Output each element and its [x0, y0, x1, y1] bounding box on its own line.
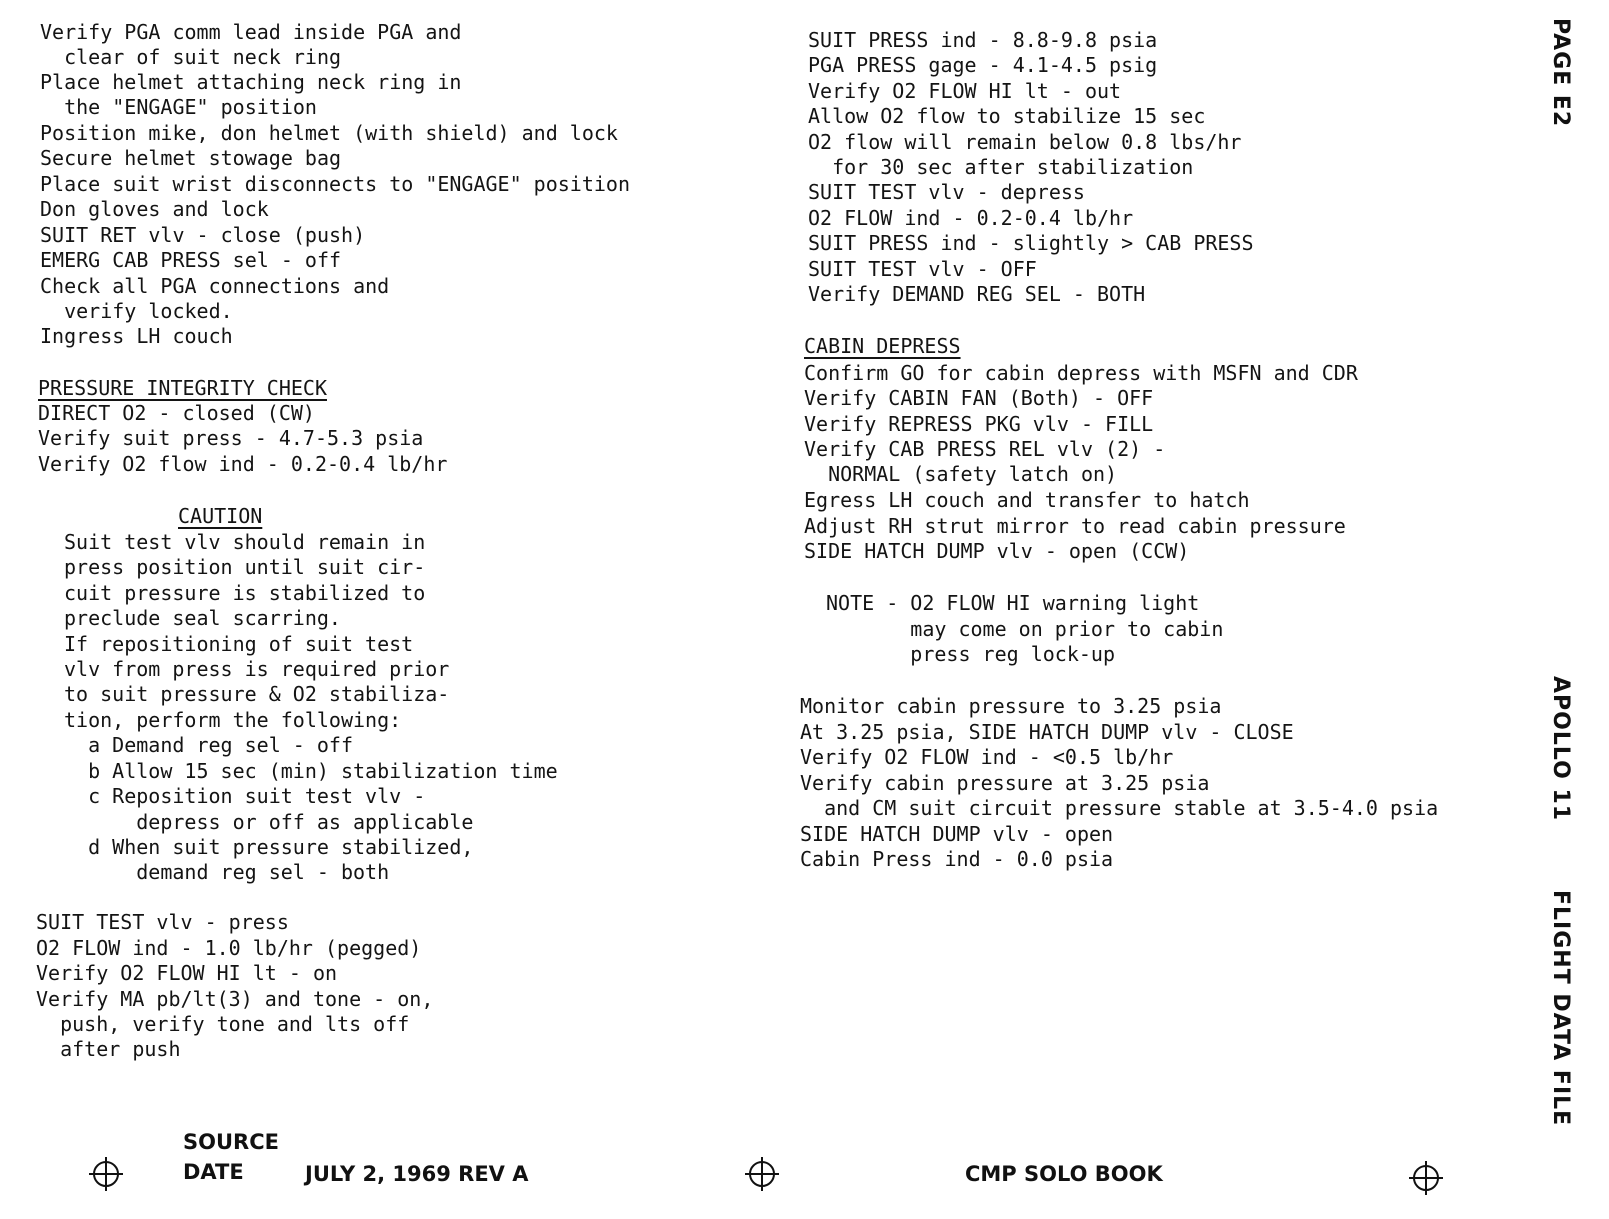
procedure-line: Verify MA pb/lt(3) and tone - on,	[36, 987, 434, 1011]
procedure-line: O2 FLOW ind - 0.2-0.4 lb/hr	[808, 206, 1134, 230]
registration-mark-icon	[1408, 1160, 1444, 1196]
procedure-line: for 30 sec after stabilization	[808, 155, 1194, 179]
caution-line: press position until suit cir-	[64, 555, 426, 579]
cabin-depress-heading: CABIN DEPRESS	[804, 334, 961, 358]
procedure-line: SUIT TEST vlv - depress	[808, 180, 1085, 204]
pressure-integrity-heading: PRESSURE INTEGRITY CHECK	[38, 376, 327, 400]
procedure-line: Place helmet attaching neck ring in	[40, 70, 462, 94]
procedure-line: SUIT RET vlv - close (push)	[40, 223, 366, 247]
procedure-line: SUIT TEST vlv - OFF	[808, 257, 1037, 281]
caution-line: preclude seal scarring.	[64, 606, 341, 630]
procedure-line: Allow O2 flow to stabilize 15 sec	[808, 104, 1206, 128]
flight-data-file-label: FLIGHT DATA FILE	[1548, 890, 1573, 1127]
procedure-line: Verify PGA comm lead inside PGA and	[40, 20, 462, 44]
procedure-line: SUIT PRESS ind - slightly > CAB PRESS	[808, 231, 1254, 255]
procedure-line: Verify O2 flow ind - 0.2-0.4 lb/hr	[38, 452, 448, 476]
procedure-line: Verify O2 FLOW HI lt - out	[808, 79, 1122, 103]
note-line: may come on prior to cabin	[826, 617, 1224, 641]
note-line: press reg lock-up	[826, 642, 1115, 666]
procedure-line: SUIT PRESS ind - 8.8-9.8 psia	[808, 28, 1158, 52]
procedure-line: Verify cabin pressure at 3.25 psia	[800, 771, 1210, 795]
procedure-line: Verify CABIN FAN (Both) - OFF	[804, 386, 1154, 410]
date-value: JULY 2, 1969 REV A	[305, 1162, 529, 1186]
registration-mark-icon	[744, 1156, 780, 1192]
caution-line: d When suit pressure stabilized,	[64, 835, 474, 859]
procedure-line: and CM suit circuit pressure stable at 3.5-4.0 psia	[800, 796, 1439, 820]
note-line: NOTE - O2 FLOW HI warning light	[826, 591, 1200, 615]
caution-line: c Reposition suit test vlv -	[64, 784, 426, 808]
procedure-line: DIRECT O2 - closed (CW)	[38, 401, 315, 425]
procedure-line: Monitor cabin pressure to 3.25 psia	[800, 694, 1222, 718]
procedure-line: SIDE HATCH DUMP vlv - open (CCW)	[804, 539, 1190, 563]
date-label: DATE	[183, 1160, 244, 1184]
procedure-line: Verify O2 FLOW HI lt - on	[36, 961, 338, 985]
caution-line: cuit pressure is stabilized to	[64, 581, 426, 605]
procedure-line: verify locked.	[40, 299, 233, 323]
caution-line: tion, perform the following:	[64, 708, 402, 732]
caution-line: to suit pressure & O2 stabiliza-	[64, 682, 450, 706]
procedure-line: Egress LH couch and transfer to hatch	[804, 488, 1250, 512]
procedure-line: Verify CAB PRESS REL vlv (2) -	[804, 437, 1166, 461]
procedure-line: EMERG CAB PRESS sel - off	[40, 248, 342, 272]
procedure-line: Verify O2 FLOW ind - <0.5 lb/hr	[800, 745, 1174, 769]
procedure-line: SIDE HATCH DUMP vlv - open	[800, 822, 1114, 846]
caution-line: b Allow 15 sec (min) stabilization time	[64, 759, 558, 783]
procedure-line: Ingress LH couch	[40, 324, 233, 348]
procedure-line: Place suit wrist disconnects to "ENGAGE" position	[40, 172, 631, 196]
procedure-line: Don gloves and lock	[40, 197, 269, 221]
mission-label: APOLLO 11	[1548, 676, 1573, 822]
procedure-line: Verify REPRESS PKG vlv - FILL	[804, 412, 1154, 436]
procedure-line: Cabin Press ind - 0.0 psia	[800, 847, 1114, 871]
procedure-line: Verify DEMAND REG SEL - BOTH	[808, 282, 1146, 306]
procedure-line: clear of suit neck ring	[40, 45, 342, 69]
procedure-line: push, verify tone and lts off	[36, 1012, 410, 1036]
procedure-line: At 3.25 psia, SIDE HATCH DUMP vlv - CLOSE	[800, 720, 1294, 744]
page-number-label: PAGE E2	[1548, 18, 1573, 128]
registration-mark-icon	[88, 1156, 124, 1192]
procedure-line: NORMAL (safety latch on)	[804, 462, 1118, 486]
caution-line: depress or off as applicable	[64, 810, 474, 834]
caution-heading: CAUTION	[178, 504, 263, 528]
procedure-line: Verify suit press - 4.7-5.3 psia	[38, 426, 424, 450]
caution-line: vlv from press is required prior	[64, 657, 450, 681]
caution-line: a Demand reg sel - off	[64, 733, 353, 757]
caution-line: If repositioning of suit test	[64, 632, 414, 656]
procedure-line: after push	[36, 1037, 181, 1061]
procedure-line: PGA PRESS gage - 4.1-4.5 psig	[808, 53, 1158, 77]
book-title: CMP SOLO BOOK	[965, 1162, 1163, 1186]
procedure-line: SUIT TEST vlv - press	[36, 910, 289, 934]
procedure-line: Position mike, don helmet (with shield) and lock	[40, 121, 618, 145]
procedure-line: Adjust RH strut mirror to read cabin pressure	[804, 514, 1346, 538]
caution-line: demand reg sel - both	[64, 860, 390, 884]
source-label: SOURCE	[183, 1130, 279, 1154]
procedure-line: O2 FLOW ind - 1.0 lb/hr (pegged)	[36, 936, 422, 960]
procedure-line: Confirm GO for cabin depress with MSFN and CDR	[804, 361, 1358, 385]
caution-line: Suit test vlv should remain in	[64, 530, 426, 554]
procedure-line: the "ENGAGE" position	[40, 95, 317, 119]
procedure-line: O2 flow will remain below 0.8 lbs/hr	[808, 130, 1242, 154]
procedure-line: Check all PGA connections and	[40, 274, 390, 298]
procedure-line: Secure helmet stowage bag	[40, 146, 342, 170]
